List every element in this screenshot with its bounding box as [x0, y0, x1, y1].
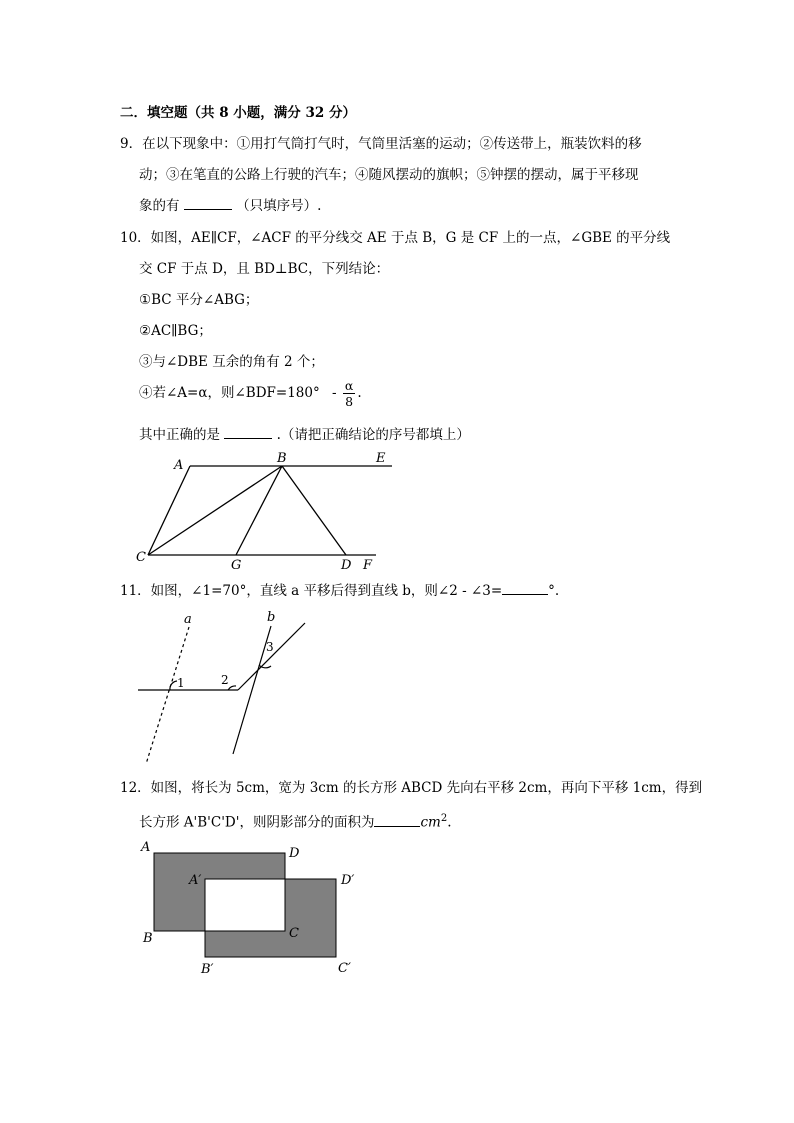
q10-ask-before: 其中正确的是	[139, 427, 220, 443]
section-title: 二．填空题（共 8 小题，满分 32 分）	[120, 105, 356, 121]
label-d: D	[289, 846, 300, 861]
label-line-a: a	[184, 612, 192, 627]
q10-line1: 10．如图，AE∥CF，∠ACF 的平分线交 AE 于点 B，G 是 CF 上的一点，∠GBE 的平分线	[120, 230, 671, 246]
q12-line2-before: 长方形 A'B'C'D'，则阴影部分的面积为	[139, 814, 375, 831]
q12-line2-after: .	[447, 814, 452, 831]
q10-option-4-minus: -	[332, 385, 337, 401]
q10-line2: 交 CF 于点 D，且 BD⊥BC，下列结论：	[139, 261, 390, 277]
q10-ask-after: .（请把正确结论的序号都填上）	[276, 427, 470, 443]
label-angle-2: 2	[221, 673, 229, 687]
label-c: C	[136, 550, 146, 565]
label-g: G	[231, 558, 242, 573]
label-b: B	[277, 451, 287, 466]
label-a: A	[174, 458, 184, 473]
label-a: A	[141, 840, 151, 855]
q10-option-4-after: .	[357, 385, 362, 401]
q11-line-after: °.	[548, 583, 560, 599]
q12-line1: 12．如图，将长为 5cm，宽为 3cm 的长方形 ABCD 先向右平移 2cm，再向下平移 1cm，得到	[120, 780, 703, 796]
fraction-denominator: 8	[345, 394, 354, 409]
q9-line3-before: 象的有	[139, 198, 180, 214]
label-c: C	[289, 926, 299, 941]
q9-line1: 9．在以下现象中：①用打气筒打气时，气筒里活塞的运动；②传送带上，瓶装饮料的移	[120, 136, 642, 152]
q12-unit: cm	[420, 814, 441, 831]
label-b-prime: B′	[201, 962, 214, 977]
overlap-region	[205, 879, 285, 931]
q10-option-4-before: ④若∠A=α，则∠BDF=180°	[139, 385, 320, 401]
q10-option-1: ①BC 平分∠ABG；	[139, 292, 259, 308]
label-d: D	[341, 558, 352, 573]
label-line-b: b	[267, 610, 276, 625]
label-f: F	[363, 558, 373, 573]
fraction-numerator: α	[344, 378, 354, 393]
q9-line3-after: （只填序号）.	[236, 198, 322, 214]
label-angle-1: 1	[177, 676, 185, 690]
label-angle-3: 3	[266, 640, 274, 654]
label-b: B	[143, 931, 153, 946]
q10-option-2: ②AC∥BG；	[139, 323, 212, 339]
q10-option-3: ③与∠DBE 互余的角有 2 个；	[139, 354, 324, 370]
q9-line2: 动；③在笔直的公路上行驶的汽车；④随风摆动的旗帜；⑤钟摆的摆动，属于平移现	[139, 167, 639, 183]
q12-unit-sup: 2	[440, 813, 448, 824]
label-e: E	[376, 451, 386, 466]
label-c-prime: C′	[338, 961, 351, 976]
label-d-prime: D′	[341, 873, 355, 888]
q11-line-before: 11．如图，∠1=70°，直线 a 平移后得到直线 b，则∠2 - ∠3=	[120, 583, 503, 599]
label-a-prime: A′	[189, 873, 202, 888]
